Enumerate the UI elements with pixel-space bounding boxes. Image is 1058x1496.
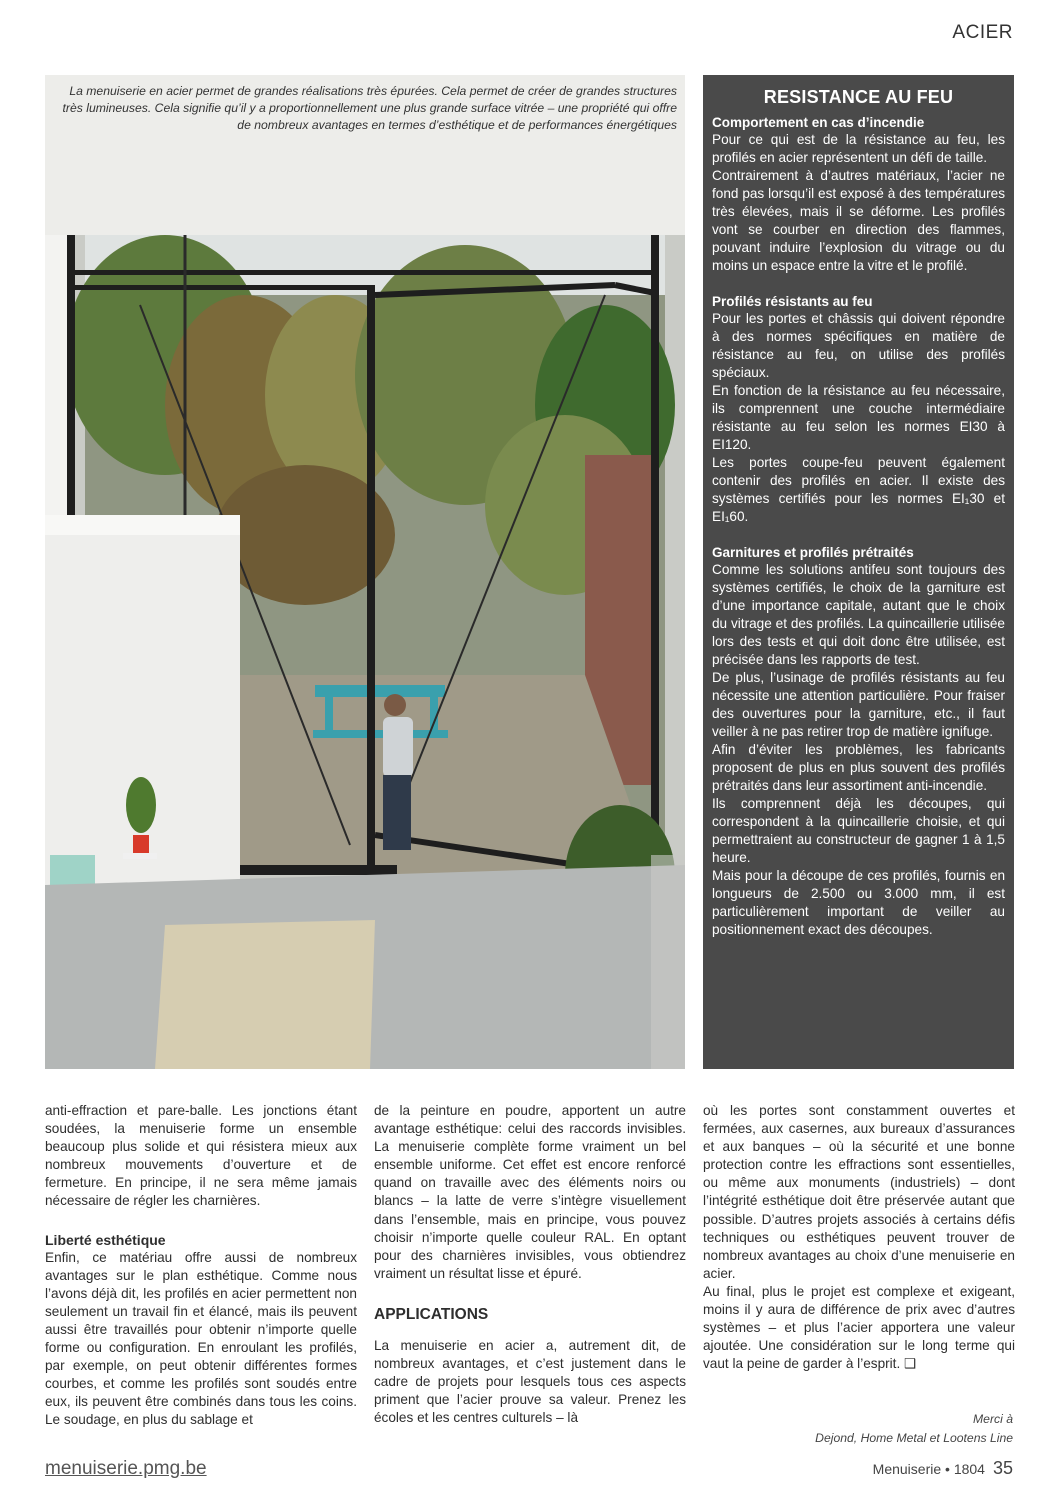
article-column-1 (45, 1102, 357, 1430)
body-paragraph: La menuiserie en acier a, autrement dit, de nombreux avantages, et c’est justement dans le cadre de projets pour lesquels tous ces aspects priment que l’acier prouve sa valeur. Prenez les écoles et les centres culturels – là (374, 1337, 686, 1426)
credits-line-1: Merci à (973, 1412, 1013, 1426)
body-paragraph: anti-effraction et pare-balle. Les jonctions étant soudées, la menuiserie forme un ensemble beaucoup plus solide et qui résistera mieux aux nombreux mouvements d’ouverture et de fermeture. En principe, il ne sera même jamais nécessaire de régler les charnières. (45, 1103, 357, 1209)
sidebar-title: RESISTANCE AU FEU (763, 87, 954, 107)
sidebar-paragraph: Les portes coupe-feu peuvent également contenir des profilés en acier. Il existe des systèmes certifiés pour les normes EI₁30 et EI₁60. (712, 455, 1005, 524)
body-paragraph: où les portes sont constamment ouvertes et fermées, aux casernes, aux bureaux d’assurances et aux banques – où la sécurité et une bonne protection contre les effractions sont essentielles, ou même aux monuments (industriels) – dont l’intégrité esthétique doit être préservée autant que possible. D’autres projets associés à certains défis techniques ou esthétiques peuvent trouver de nombreux avantages au choix d’une menuiserie en acier. (703, 1103, 1015, 1281)
body-paragraph: de la peinture en poudre, apportent un autre avantage esthétique: celui des raccords invisibles. La menuiserie complète forme vraiment un bel ensemble uniforme. Cet effet est encore renforcé quand on travaille avec des éléments noirs ou blancs – la latte de verre s’intègre visuellement dans l’ensemble, mais en principe, vous pouvez choisir n’importe quelle couleur RAL. En optant pour des charnières invisibles, vous obtiendrez vraiment un résultat lisse et épuré. (374, 1103, 686, 1281)
page-number: 35 (992, 1458, 1013, 1478)
sidebar-paragraph: Ils comprennent déjà les découpes, qui correspondent à la quincaillerie choisie, et qui permettraient au constructeur de gagner 1 à 1,5 heure. (712, 796, 1005, 865)
photo-illustration (45, 75, 685, 1069)
body-paragraph: Enfin, ce matériau offre aussi de nombreux avantages sur le plan esthétique. Comme nous l’avons déjà dit, les profilés en acier permettent non seulement un travail fin et élancé, mais ils peuvent aussi être travaillés pour obtenir n’importe quelle forme ou configuration. En enroulant les profilés, par exemple, on peut obtenir différentes formes courbes, et comme les profilés sont soudés entre eux, ils peuvent être combinés dans tous les coins. Le soudage, en plus du sablage et (45, 1249, 357, 1428)
article-column-3 (703, 1102, 1015, 1373)
body-paragraph: Au final, plus le projet est complexe et exigeant, moins il y aura de différence de prix avec d’autres systèmes – et plus l’acier apportera une valeur ajoutée. Une considération sur le long terme qui vaut la peine de garder à l’esprit. ❑ (703, 1283, 1015, 1372)
sidebar-paragraph: Contrairement à d’autres matériaux, l’acier ne fond pas lorsqu’il est exposé à des températures très élevées, mais il se déforme. Les profilés vont se courber en direction des flammes, pouvant induire l’explosion du vitrage ou du moins un espace entre la vitre et le profilé. (712, 168, 1005, 273)
article-photo (45, 75, 685, 1069)
credits-line-2: Dejond, Home Metal et Lootens Line (815, 1431, 1013, 1445)
article-column-2 (374, 1102, 686, 1427)
section-tag: ACIER (952, 22, 1013, 43)
footer-website-link[interactable]: menuiserie.pmg.be (45, 1458, 207, 1479)
sidebar-heading-3: Garnitures et profilés prétraités (712, 545, 914, 560)
sidebar-paragraph: Comme les solutions antifeu sont toujours des systèmes certifiés, le choix de la garniture est d’une importance capitale, autant que le choix du vitrage et des profilés. La quincaillerie utilisée lors des tests et qui doit donc être utilisée, est précisée dans les rapports de test. (712, 562, 1005, 667)
sidebar-paragraph: Pour ce qui est de la résistance au feu, les profilés en acier représentent un défi de taille. (712, 132, 1005, 165)
photo-caption: La menuiserie en acier permet de grandes réalisations très épurées. Cela permet de créer de grandes structures très lumineuses. Cela signifie qu’il y a proportionnellement une plus grande surface vitrée – une propriété qui offre de nombreux avantages en termes d’esthétique et de performances énergétiques (62, 84, 677, 132)
sidebar-paragraph: En fonction de la résistance au feu nécessaire, ils comprennent une couche intermédiaire résistante au feu selon les normes EI30 à EI120. (712, 383, 1005, 452)
subheading-liberte: Liberté esthétique (45, 1231, 166, 1248)
subheading-applications: APPLICATIONS (374, 1305, 489, 1323)
sidebar-paragraph: De plus, l’usinage de profilés résistants au feu nécessite une attention particulière. Pour fraiser des ouvertures pour la garniture, etc., il faut veiller à ne pas retirer trop de matière ignifuge. (712, 670, 1005, 739)
fire-resistance-box (703, 75, 1014, 1069)
footer-publication (873, 1458, 1013, 1479)
credits (815, 1410, 1013, 1448)
publication-issue: Menuiserie • 1804 (872, 1461, 985, 1477)
sidebar-paragraph: Pour les portes et châssis qui doivent répondre à des normes spécifiques en matière de résistance au feu, on utilise des profilés spéciaux. (712, 311, 1005, 380)
sidebar-heading-1: Comportement en cas d’incendie (712, 115, 925, 130)
sidebar-heading-2: Profilés résistants au feu (712, 294, 873, 309)
sidebar-paragraph: Afin d’éviter les problèmes, les fabricants proposent de plus en plus souvent des profilés prétraités dans leur assortiment anti-incendie. (712, 742, 1005, 793)
sidebar-paragraph: Mais pour la découpe de ces profilés, fournis en longueurs de 2.500 ou 3.000 mm, il est particulièrement important de veiller au positionnement exact des découpes. (712, 868, 1005, 937)
